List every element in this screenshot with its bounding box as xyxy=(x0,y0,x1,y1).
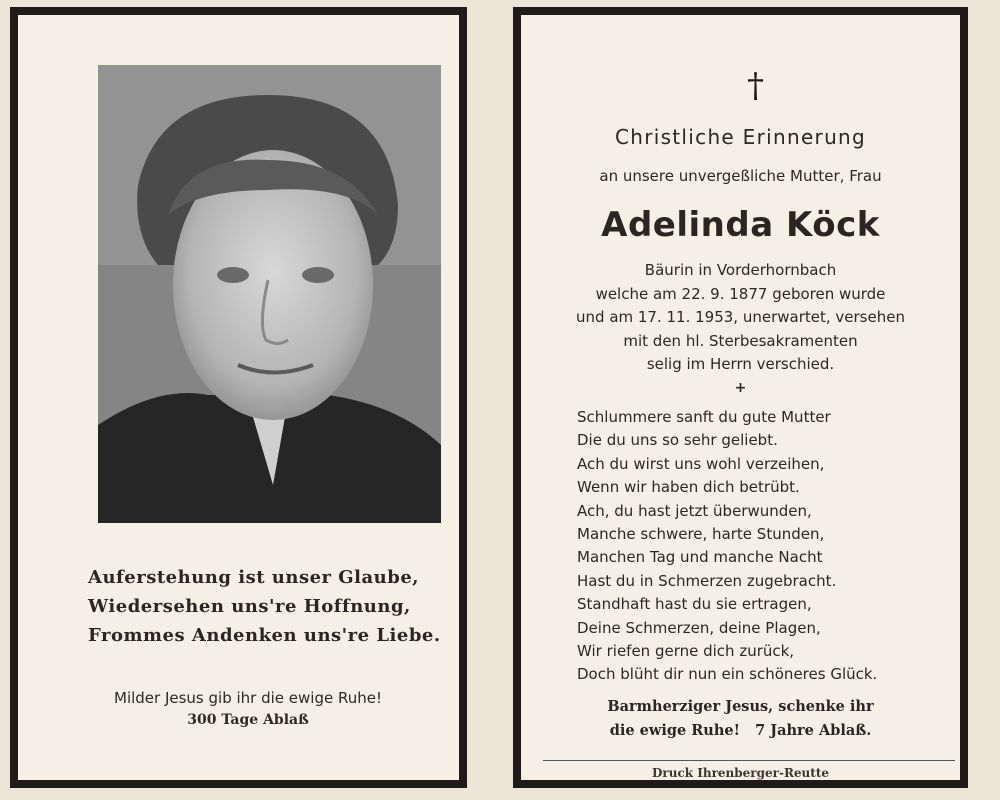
card-subheading: an unsere unvergeßliche Mutter, Frau xyxy=(599,167,882,185)
bio-line: selig im Herrn verschied. xyxy=(646,355,835,373)
motto-line: Wiedersehen uns're Hoffnung, xyxy=(88,596,411,617)
poem-line: Die du uns so sehr geliebt. xyxy=(577,431,778,450)
poem-line: Wenn wir haben dich betrübt. xyxy=(577,478,800,497)
printer-imprint: Druck Ihrenberger-Reutte xyxy=(652,766,829,780)
portrait-figure xyxy=(98,65,441,523)
card-heading: Christliche Erinnerung xyxy=(614,125,867,149)
divider xyxy=(543,760,955,761)
poem-line: Ach du wirst uns wohl verzeihen, xyxy=(577,454,825,473)
poem-line: Manche schwere, harte Stunden, xyxy=(577,525,825,544)
right-card xyxy=(513,7,968,788)
motto-line: Auferstehung ist unser Glaube, xyxy=(88,567,420,588)
closing-prayer xyxy=(521,695,960,743)
poem-line: Schlummere sanft du gute Mutter xyxy=(577,408,831,426)
poem-line: Standhaft hast du sie ertragen, xyxy=(577,595,812,614)
indulgence-text: 300 Tage Ablaß xyxy=(187,712,309,728)
bio-line: welche am 22. 9. 1877 geboren wurde xyxy=(595,284,886,303)
prayer-text: Milder Jesus gib ihr die ewige Ruhe! xyxy=(114,689,382,707)
portrait-photo xyxy=(98,65,441,523)
poem xyxy=(577,406,957,687)
motto-verse xyxy=(88,563,468,650)
bio-line: Bäurin in Vorderhornbach xyxy=(644,261,837,279)
bio-line: mit den hl. Sterbesakramenten xyxy=(623,331,858,350)
bio-line: und am 17. 11. 1953, unerwartet, versehen xyxy=(576,308,905,326)
poem-line: Doch blüht dir nun ein schöneres Glück. xyxy=(577,665,878,684)
left-prayer xyxy=(38,686,458,730)
cross-icon: † xyxy=(747,66,764,106)
poem-line: Hast du in Schmerzen zugebracht. xyxy=(577,571,837,590)
poem-line: Manchen Tag und manche Nacht xyxy=(577,548,823,567)
closing-line: Barmherziger Jesus, schenke ihr xyxy=(607,698,874,715)
biography xyxy=(521,259,960,377)
poem-line: Wir riefen gerne dich zurück, xyxy=(577,642,795,661)
closing-line: die ewige Ruhe! 7 Jahre Ablaß. xyxy=(609,722,872,739)
left-card xyxy=(10,7,467,788)
poem-line: Ach, du hast jetzt überwunden, xyxy=(577,501,812,520)
deceased-name: Adelinda Köck xyxy=(601,205,880,245)
small-cross-icon: + xyxy=(734,380,747,396)
poem-line: Deine Schmerzen, deine Plagen, xyxy=(577,618,821,637)
motto-line: Frommes Andenken uns're Liebe. xyxy=(88,625,441,646)
